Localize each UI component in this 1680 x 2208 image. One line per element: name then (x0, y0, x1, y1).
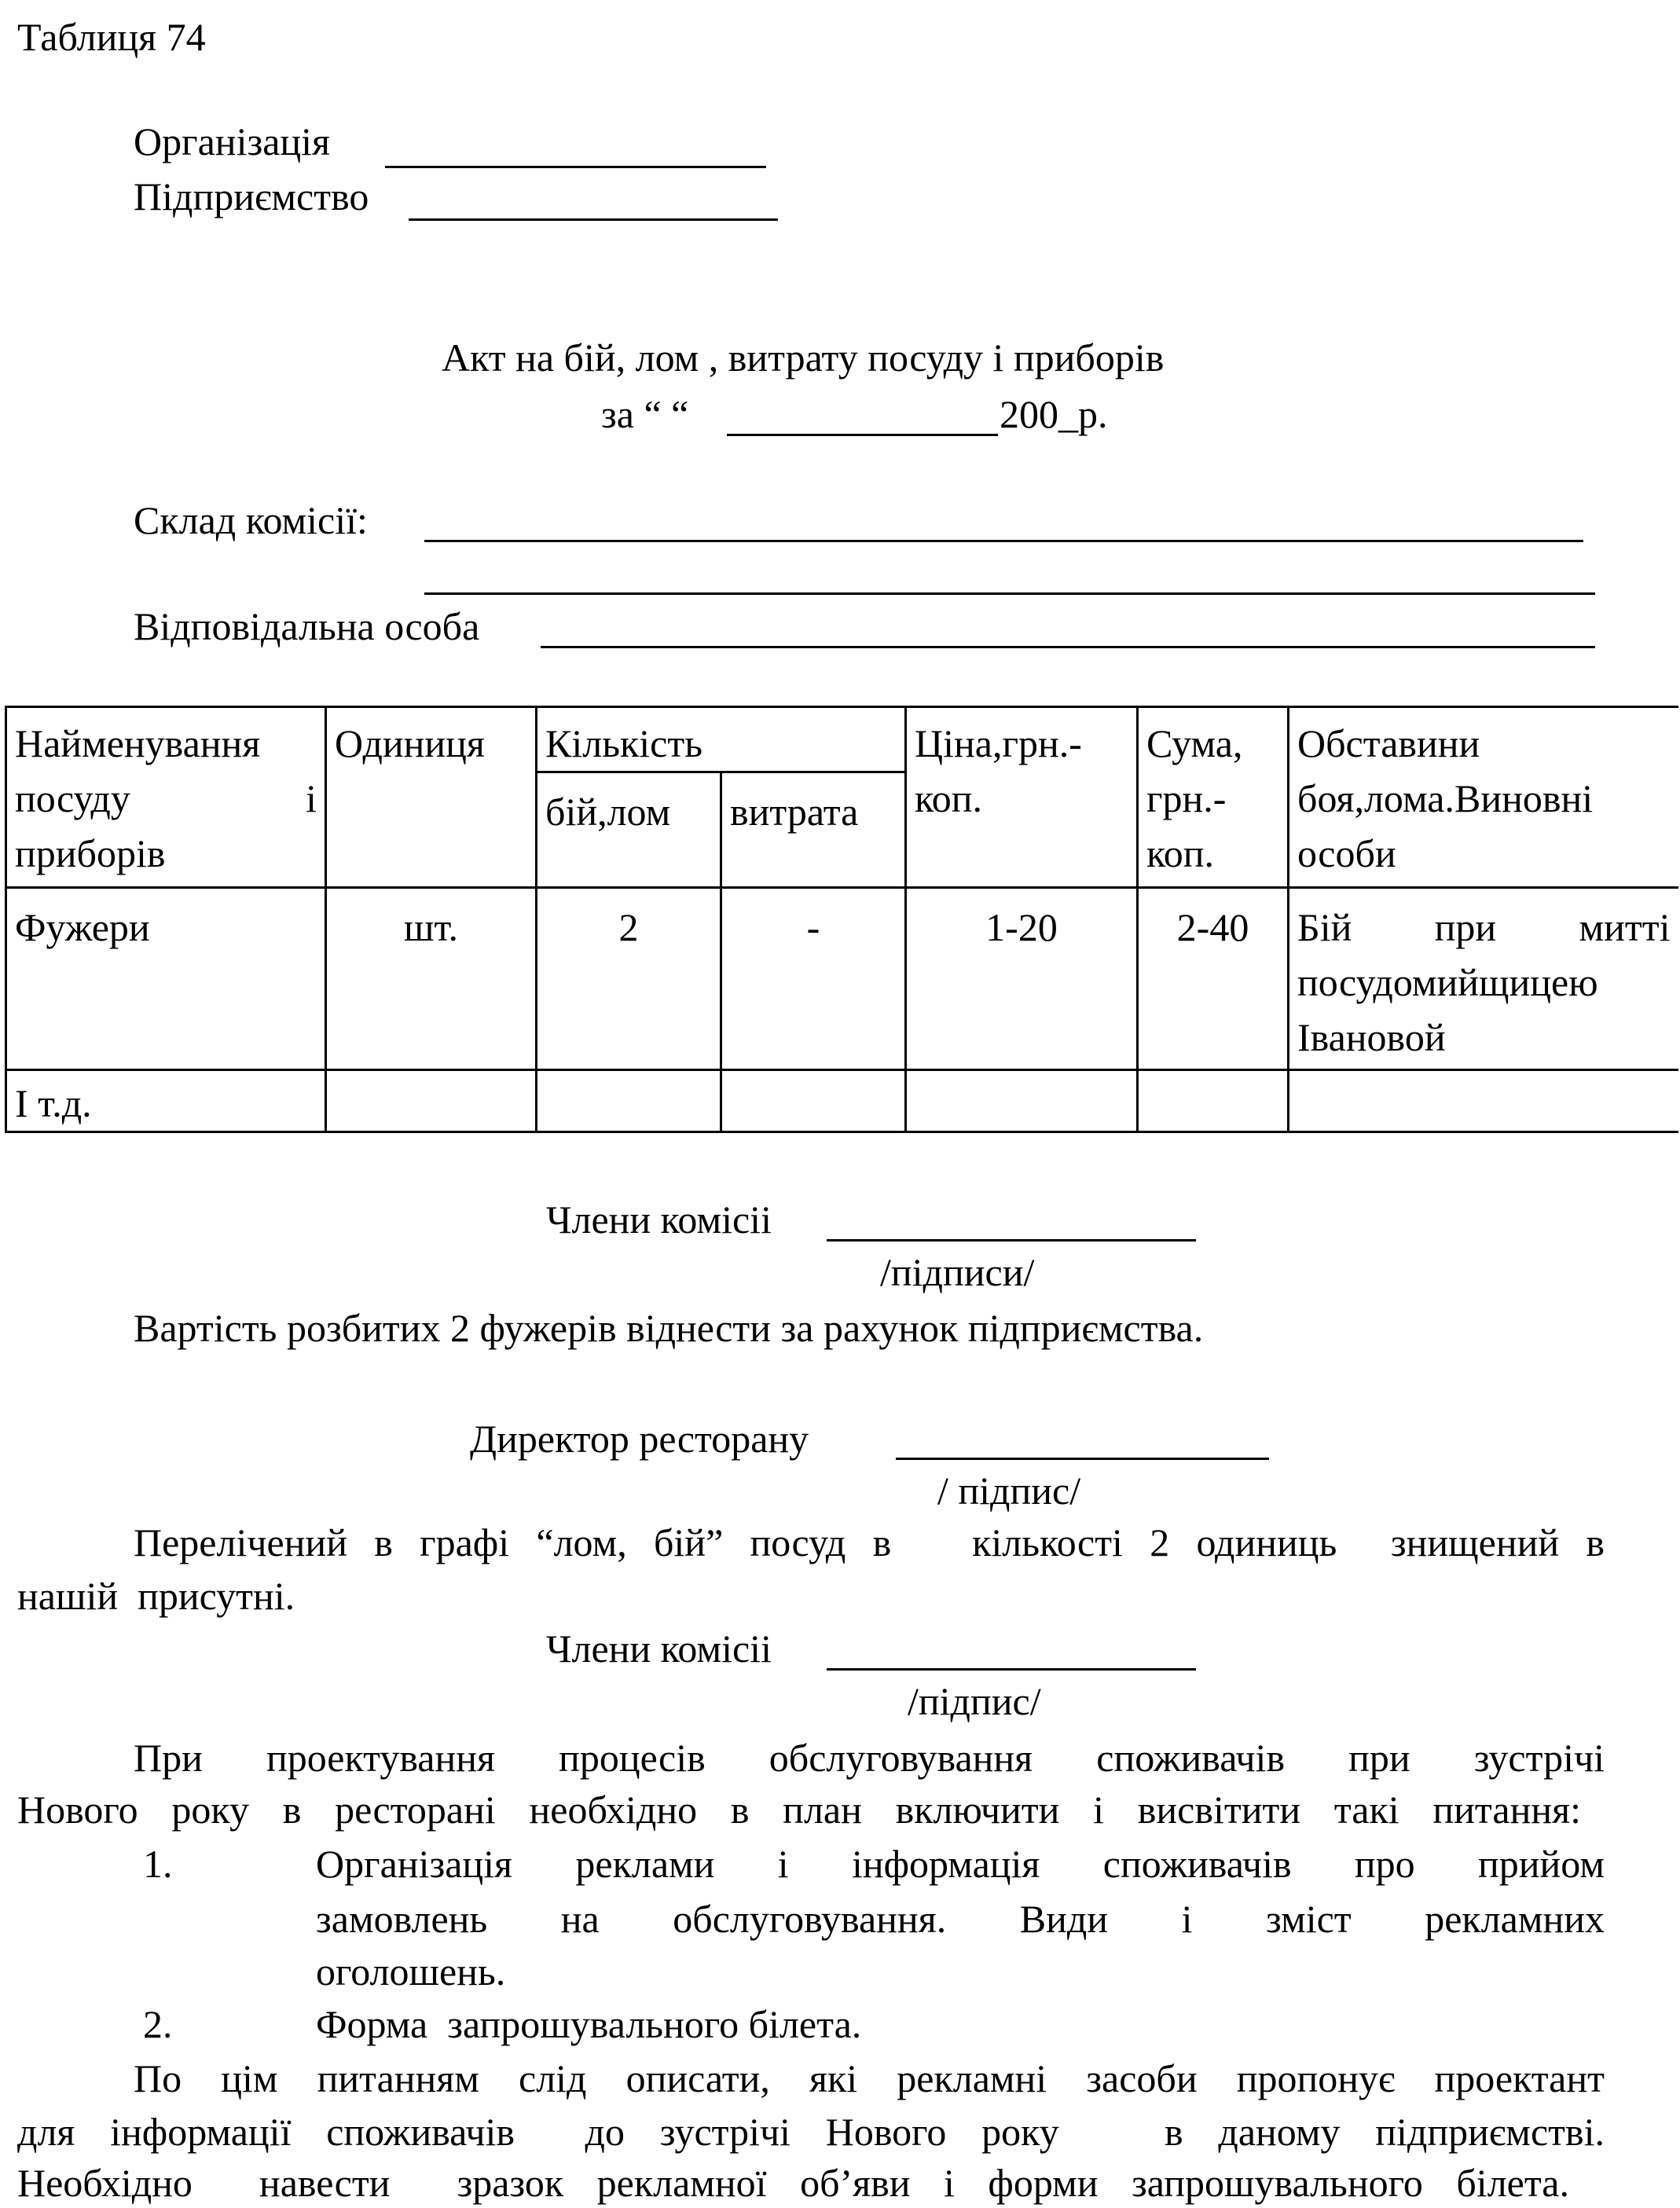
header-item-name-line3: приборів (15, 831, 166, 875)
director-label: Директор ресторану (470, 1417, 809, 1461)
commission-field-line-2[interactable] (424, 592, 1595, 595)
header-loss (721, 772, 906, 888)
list-item-1-line2: замовлень на обслуговування. Види і зміст рекламних (316, 1897, 1605, 1941)
title-date-suffix: 200_р. (1000, 392, 1108, 436)
destroyed-statement-line2: нашій присутні. (17, 1574, 295, 1618)
header-item-name-line2-right: і (306, 776, 317, 820)
paragraph1-line1: При проектування процесів обслуговування споживачів при зустрічі (134, 1736, 1605, 1780)
row2-sum (1138, 1070, 1289, 1132)
commission-members-signature-line-2[interactable] (827, 1668, 1196, 1671)
row1-circumstances-line1: Бій при митті (1297, 905, 1671, 949)
row1-circumstances-line3: Івановой (1297, 1015, 1446, 1059)
paragraph2-line2: для інформації споживачів до зустрічі Нового року в даному підприємстві. (17, 2110, 1605, 2154)
signature-caption-2: /підпис/ (908, 1679, 1041, 1723)
list-item-2-number: 2. (143, 2002, 173, 2046)
header-sum-line2: грн.- (1146, 776, 1227, 820)
header-price-line2: коп. (915, 776, 983, 820)
row1-circumstances (1289, 888, 1678, 1070)
paragraph2-line1: По цім питанням слід описати, які рекламні засоби пропонує проектант (134, 2056, 1605, 2100)
row1-breakage: 2 (537, 888, 721, 1070)
table-row (6, 888, 1678, 1070)
table-number-label: Таблиця 74 (17, 15, 206, 59)
commission-members-label-1: Члени комісіі (546, 1198, 772, 1242)
header-circumstances (1289, 707, 1678, 888)
row1-sum: 2-40 (1138, 888, 1289, 1070)
row2-circumstances (1289, 1070, 1678, 1132)
header-price (906, 707, 1138, 888)
row1-loss: - (721, 888, 906, 1070)
header-circumstances-line2: боя,лома.Виновні (1297, 776, 1594, 820)
director-signature-caption: / підпис/ (937, 1469, 1081, 1513)
row1-unit: шт. (326, 888, 537, 1070)
header-circumstances-line1: Обставини (1297, 721, 1480, 765)
header-unit (326, 707, 537, 888)
header-loss-text: витрата (730, 790, 859, 834)
row1-name: Фужери (6, 888, 326, 1070)
header-circumstances-line3: особи (1297, 831, 1396, 875)
header-breakage-text: бій,лом (545, 790, 671, 834)
signatures-caption-1: /підписи/ (880, 1250, 1035, 1294)
cost-allocation-text: Вартість розбитих 2 фужерів віднести за рахунок підприємства. (134, 1306, 1204, 1350)
title-date-line[interactable] (727, 434, 998, 436)
commission-label: Склад комісії: (134, 498, 368, 542)
commission-members-label-2: Члени комісіі (546, 1627, 772, 1671)
row1-circumstances-line2: посудомийщицею (1297, 960, 1598, 1004)
list-item-1-number: 1. (143, 1842, 173, 1886)
row2-price (906, 1070, 1138, 1132)
header-item-name-line2-left: посуду (15, 776, 130, 820)
header-quantity (537, 707, 906, 772)
paragraph1-line2: Нового року в ресторані необхідно в план включити і висвітити такі питання: (17, 1788, 1581, 1832)
header-item-name (6, 707, 326, 888)
director-signature-line[interactable] (896, 1458, 1269, 1460)
header-sum-line3: коп. (1146, 831, 1215, 875)
header-breakage (537, 772, 721, 888)
row2-breakage (537, 1070, 721, 1132)
enterprise-label: Підприємство (134, 174, 369, 218)
commission-members-signature-line-1[interactable] (827, 1239, 1196, 1242)
paragraph2-line3: Необхідно навести зразок рекламної об’яви і форми запрошувального білета. (17, 2161, 1569, 2205)
enterprise-field-line[interactable] (409, 218, 778, 221)
header-item-name-line2 (15, 771, 317, 826)
table-row (6, 1070, 1678, 1132)
row2-loss (721, 1070, 906, 1132)
list-item-2-line1: Форма запрошувального білета. (316, 2002, 862, 2046)
commission-field-line-1[interactable] (424, 540, 1583, 542)
row2-name: І т.д. (6, 1070, 326, 1132)
act-table (5, 706, 1678, 1133)
list-item-1-line3: оголошень. (316, 1949, 506, 1993)
title-date-prefix: за “ “ (601, 392, 689, 436)
header-sum-line1: Сума, (1146, 721, 1243, 765)
organization-field-line[interactable] (385, 166, 766, 168)
row1-price: 1-20 (906, 888, 1138, 1070)
organization-label: Організація (134, 119, 331, 163)
header-sum (1138, 707, 1289, 888)
header-quantity-text: Кількість (545, 721, 703, 765)
responsible-person-label: Відповідальна особа (134, 604, 480, 648)
destroyed-statement-line1: Перелічений в графі “лом, бій” посуд в кількості 2 одиниць знищений в (134, 1520, 1605, 1564)
header-item-name-line1: Найменування (15, 721, 261, 765)
list-item-1-line1: Організація реклами і інформація споживачів про прийом (316, 1842, 1605, 1886)
header-price-line1: Ціна,грн.- (915, 721, 1082, 765)
header-unit-text: Одиниця (335, 721, 485, 765)
responsible-person-field-line[interactable] (541, 646, 1595, 648)
document-title: Акт на бій, лом , витрату посуду і приборів (442, 336, 1165, 380)
row2-unit (326, 1070, 537, 1132)
